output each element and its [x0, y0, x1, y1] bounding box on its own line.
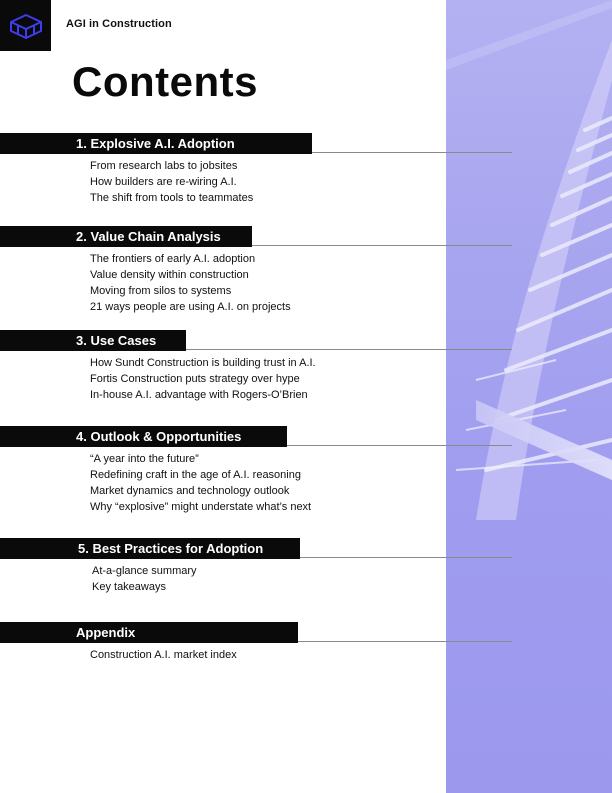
toc-section-4	[0, 426, 512, 515]
toc-item[interactable]: Value density within construction	[90, 269, 249, 281]
section-heading[interactable]: 4. Outlook & Opportunities	[0, 426, 287, 447]
toc-item[interactable]: Market dynamics and technology outlook	[90, 485, 290, 497]
toc-section-5	[0, 538, 512, 595]
section-heading[interactable]: 5. Best Practices for Adoption	[0, 538, 300, 559]
section-items	[0, 563, 512, 595]
toc-section-2	[0, 226, 512, 315]
toc-item[interactable]: Fortis Construction puts strategy over hype	[90, 373, 300, 385]
toc-item[interactable]: Moving from silos to systems	[90, 285, 232, 297]
toc-item[interactable]: “A year into the future”	[90, 453, 199, 465]
toc-item[interactable]: Key takeaways	[92, 581, 166, 593]
toc-item[interactable]: Construction A.I. market index	[90, 649, 237, 661]
cube-outline-icon	[7, 11, 45, 41]
section-heading[interactable]: 1. Explosive A.I. Adoption	[0, 133, 312, 154]
toc-item[interactable]: Why “explosive” might understate what’s next	[90, 501, 312, 513]
toc-section-appendix	[0, 622, 512, 663]
toc-item[interactable]: The frontiers of early A.I. adoption	[90, 253, 256, 265]
section-heading[interactable]: 3. Use Cases	[0, 330, 186, 351]
toc-item[interactable]: From research labs to jobsites	[90, 160, 238, 172]
toc-item[interactable]: 21 ways people are using A.I. on projects	[90, 301, 291, 313]
section-items	[0, 451, 512, 515]
section-heading[interactable]: Appendix	[0, 622, 298, 643]
header-title: AGI in Construction	[66, 18, 172, 30]
page-title: Contents	[72, 58, 258, 105]
toc-item[interactable]: How builders are re-wiring A.I.	[90, 176, 237, 188]
toc-item[interactable]: How Sundt Construction is building trust in A.I.	[90, 357, 316, 369]
section-items	[0, 251, 512, 315]
section-items	[0, 647, 512, 663]
section-items	[0, 355, 512, 403]
section-heading[interactable]: 2. Value Chain Analysis	[0, 226, 252, 247]
toc-item[interactable]: Redefining craft in the age of A.I. reasoning	[90, 469, 301, 481]
logo	[0, 0, 51, 51]
toc-item[interactable]: The shift from tools to teammates	[90, 192, 254, 204]
toc-section-3	[0, 330, 512, 403]
toc-item[interactable]: In-house A.I. advantage with Rogers-O’Brien	[90, 389, 308, 401]
toc-section-1	[0, 133, 512, 206]
section-items	[0, 158, 512, 206]
toc-item[interactable]: At-a-glance summary	[92, 565, 197, 577]
